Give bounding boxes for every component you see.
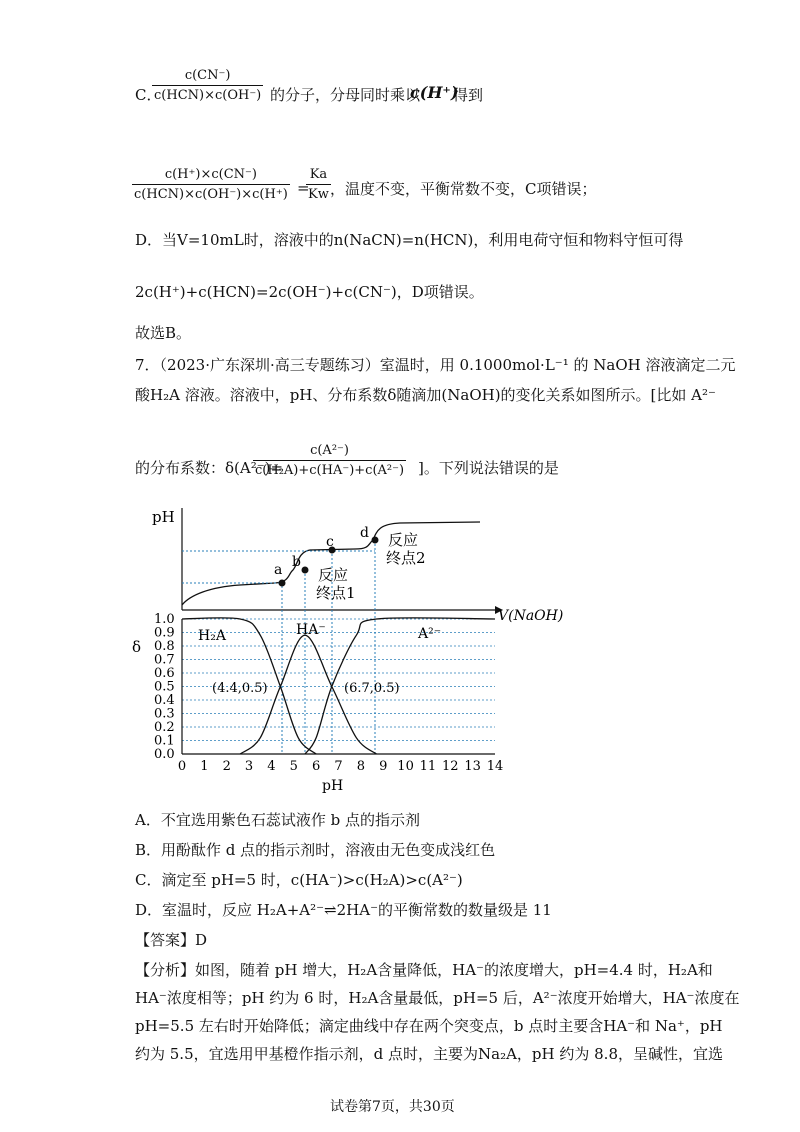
x-tick-9: 9 <box>379 759 388 774</box>
question-line2: 酸H₂A 溶液。溶液中，pH、分布系数δ随滴加(NaOH)的变化关系如图所示。[比如 A²⁻ <box>135 386 716 404</box>
option-c: C．滴定至 pH=5 时，c(HA⁻)>c(H₂A)>c(A²⁻) <box>135 871 463 889</box>
equals-sign: = <box>297 179 310 197</box>
fraction-cn-over-hcn-oh: c(CN⁻) c(HCN)×c(OH⁻) <box>154 68 262 103</box>
fraction-distribution-coefficient: c(A²⁻) c(H₂A)+c(HA⁻)+c(A²⁻) <box>255 443 405 478</box>
y-tick-0.4: 0.4 <box>154 693 175 708</box>
solution-c-text1: 的分子，分母同时乘以 <box>270 86 421 104</box>
analysis-line1: 【分析】如图，随着 pH 增大，H₂A含量降低，HA⁻的浓度增大，pH=4.4 时，H₂A和 <box>135 961 713 979</box>
y-tick-0.2: 0.2 <box>154 720 175 735</box>
question-line3-post: ]。下列说法错误的是 <box>418 459 559 477</box>
solution-c-text1b: 得到 <box>453 86 484 104</box>
delta-x-ticks <box>178 759 503 774</box>
x-tick-4: 4 <box>267 759 276 774</box>
answer: 【答案】D <box>135 931 208 949</box>
point-b <box>302 567 309 574</box>
point-c-label: c <box>326 534 334 550</box>
x-tick-6: 6 <box>312 759 321 774</box>
y-tick-0.9: 0.9 <box>154 625 175 641</box>
x-tick-7: 7 <box>334 759 343 774</box>
analysis-line4: 约为 5.5，宜选用甲基橙作指示剂，d 点时，主要为Na₂A，pH 约为 8.8，呈碱性，宜选 <box>135 1045 723 1063</box>
x-tick-1: 1 <box>200 759 209 774</box>
fraction-ch-cn: c(H⁺)×c(CN⁻) c(HCN)×c(OH⁻)×c(H⁺) <box>134 167 288 202</box>
endpoint1-line1: 反应 <box>318 566 349 584</box>
endpoint2-line1: 反应 <box>388 531 419 549</box>
series-line-3 <box>305 618 495 754</box>
solution-d-line1: D．当V=10mL时，溶液中的n(NaCN)=n(HCN)，利用电荷守恒和物料守恒可得 <box>135 231 684 249</box>
point-d <box>372 537 379 544</box>
question-line1: 7．（2023·广东深圳·高三专题练习）室温时，用 0.1000mol·L⁻¹ 的 NaOH 溶液滴定二元 <box>135 356 736 374</box>
y-tick-0.8: 0.8 <box>154 639 175 654</box>
solution-c-label: C． <box>135 86 162 104</box>
x-tick-0: 0 <box>177 759 187 774</box>
x-tick-14: 14 <box>486 759 504 774</box>
y-tick-0.0: 0.0 <box>154 747 175 762</box>
x-tick-8: 8 <box>356 759 365 774</box>
solution-c-ch: c(H⁺) <box>410 83 459 102</box>
annotation-point-1: (4.4,0.5) <box>212 681 268 696</box>
page-footer: 试卷第7页，共30页 <box>330 1099 455 1115</box>
fraction-ka-kw: Ka Kw <box>308 167 329 202</box>
y-tick-0.7: 0.7 <box>154 652 175 668</box>
species-h2a-label: H₂A <box>198 628 226 644</box>
analysis-line3: pH=5.5 左右时开始降低；滴定曲线中存在两个突变点，b 点时主要含HA⁻和 Na⁺，pH <box>135 1017 723 1035</box>
x-tick-10: 10 <box>397 759 414 774</box>
top-xlabel: V(NaOH) <box>498 608 564 624</box>
option-a: A．不宜选用紫色石蕊试液作 b 点的指示剂 <box>135 811 420 829</box>
solution-c-text2: ，温度不变，平衡常数不变，C项错误； <box>330 180 597 198</box>
delta-grid <box>182 619 495 741</box>
x-tick-3: 3 <box>244 759 254 774</box>
point-b-label: b <box>292 554 301 570</box>
titration-figure <box>130 500 570 800</box>
question-line3-pre: 的分布系数：δ(A²⁻)= <box>135 459 284 477</box>
point-d-label: d <box>360 525 369 541</box>
annotation-point-2: (6.7,0.5) <box>344 681 400 696</box>
y-tick-0.6: 0.6 <box>154 666 175 681</box>
y-tick-1.0: 1.0 <box>154 612 175 627</box>
top-ylabel: pH <box>152 508 175 526</box>
bottom-ylabel: δ <box>132 638 142 656</box>
species-ha-label: HA⁻ <box>296 622 326 638</box>
conclusion: 故选B。 <box>135 324 192 342</box>
x-tick-13: 13 <box>464 759 481 774</box>
y-tick-0.1: 0.1 <box>154 733 175 749</box>
option-d: D．室温时，反应 H₂A+A²⁻⇌2HA⁻的平衡常数的数量级是 11 <box>135 901 552 919</box>
x-tick-12: 12 <box>442 759 459 774</box>
point-a <box>279 580 286 587</box>
species-a2-label: A²⁻ <box>418 626 442 642</box>
bottom-xlabel: pH <box>322 778 344 794</box>
delta-y-ticks <box>154 612 175 762</box>
y-tick-0.5: 0.5 <box>154 679 175 695</box>
analysis-line2: HA⁻浓度相等；pH 约为 6 时，H₂A含量最低，pH=5 后，A²⁻浓度开始增大，HA⁻浓度在 <box>135 989 740 1007</box>
option-b: B．用酚酞作 d 点的指示剂时，溶液由无色变成浅红色 <box>135 841 496 859</box>
point-a-label: a <box>274 562 283 578</box>
x-tick-2: 2 <box>222 759 231 774</box>
x-tick-5: 5 <box>289 759 298 774</box>
y-tick-0.3: 0.3 <box>154 706 175 722</box>
endpoint1-line2: 终点1 <box>316 584 356 602</box>
x-tick-11: 11 <box>419 759 437 774</box>
solution-d-line2: 2c(H⁺)+c(HCN)=2c(OH⁻)+c(CN⁻)，D项错误。 <box>135 283 484 301</box>
endpoint2-line2: 终点2 <box>386 549 426 567</box>
